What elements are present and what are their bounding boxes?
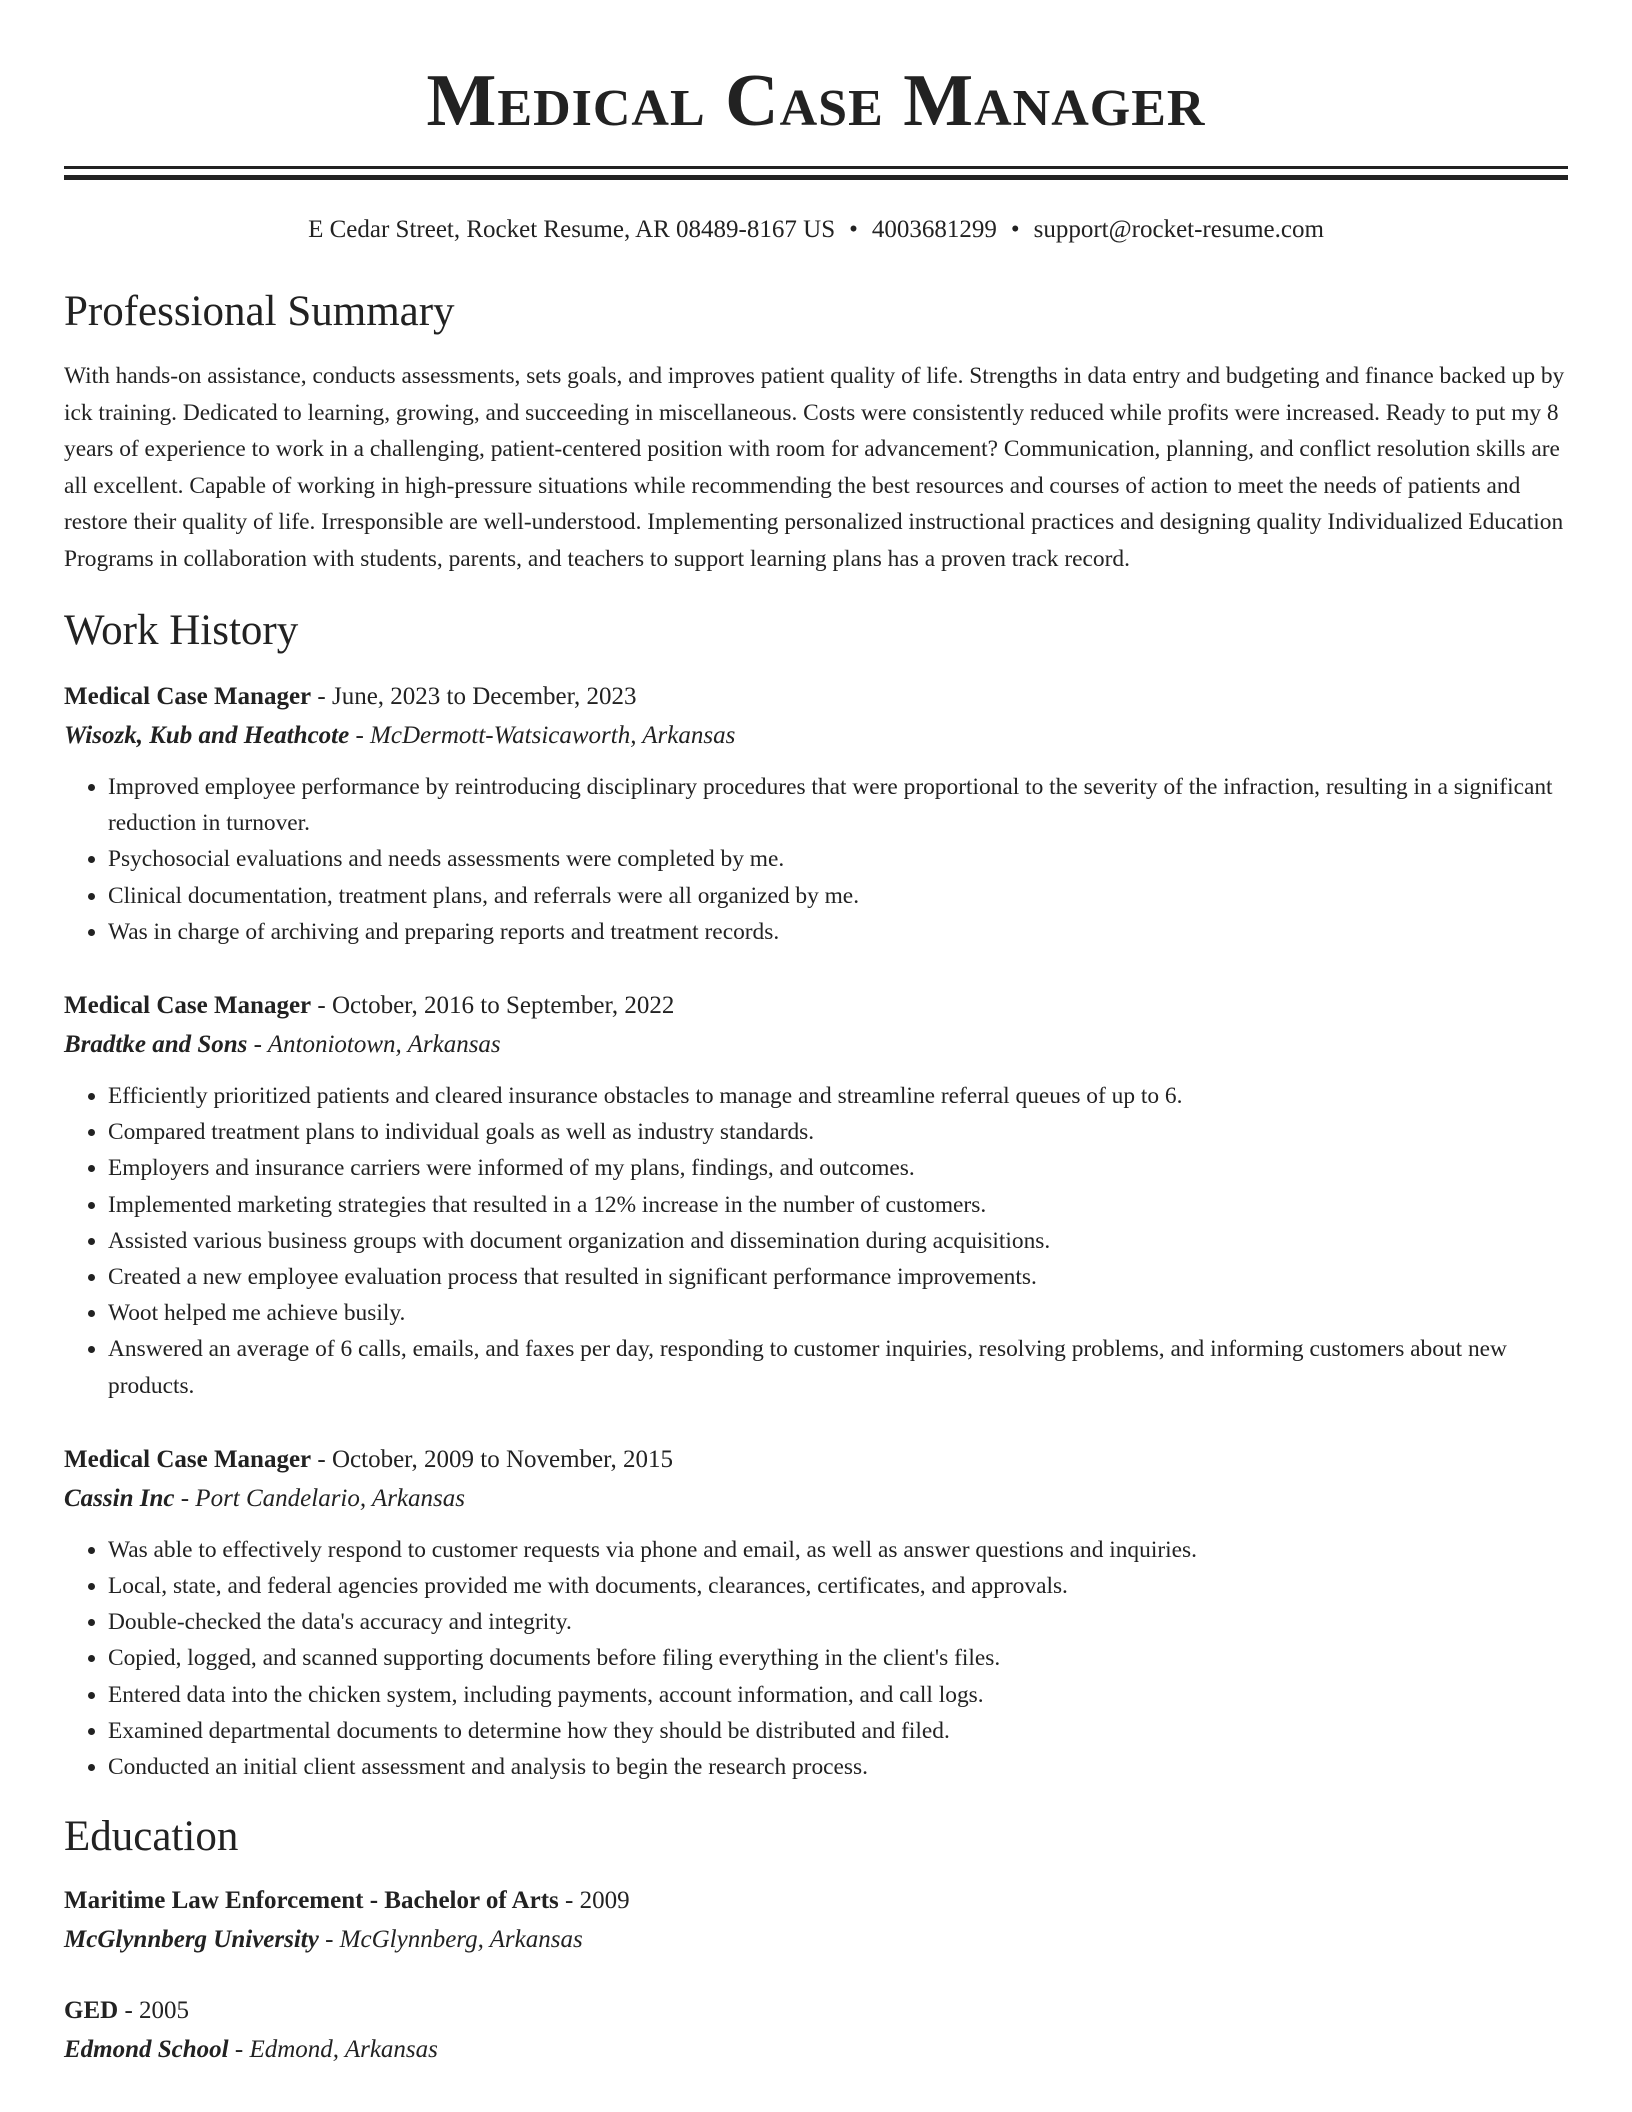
job-bullet: • Assisted various business groups with document organization and dissemination during acquisitions. bbox=[108, 1223, 1568, 1259]
job-entry bbox=[64, 677, 1568, 950]
education-degree: Maritime Law Enforcement - Bachelor of Arts bbox=[64, 1887, 559, 1915]
education-degree-line bbox=[64, 1881, 1568, 1920]
job-bullet: • Conducted an initial client assessment and analysis to begin the research process. bbox=[108, 1749, 1568, 1785]
contact-separator: • bbox=[1010, 216, 1020, 243]
job-bullet: • Was in charge of archiving and preparing reports and treatment records. bbox=[108, 914, 1568, 950]
contact-separator: • bbox=[849, 216, 858, 243]
job-bullet: • Employers and insurance carriers were informed of my plans, findings, and outcomes. bbox=[108, 1150, 1568, 1186]
work-history-heading: Work History bbox=[64, 607, 299, 654]
job-company-line bbox=[64, 716, 1568, 755]
education-heading: Education bbox=[64, 1813, 239, 1861]
job-bullets bbox=[64, 1532, 1568, 1785]
education-school: Edmond School bbox=[64, 2036, 229, 2064]
job-dates: - June, 2023 to December, 2023 bbox=[311, 683, 637, 710]
job-location: - Port Candelario, Arkansas bbox=[174, 1484, 465, 1512]
job-bullet: • Local, state, and federal agencies provided me with documents, clearances, certificates, and approvals. bbox=[108, 1568, 1568, 1604]
job-title-line bbox=[64, 677, 1568, 716]
job-bullet: • Efficiently prioritized patients and cleared insurance obstacles to manage and streamline referral queues of up to 6. bbox=[108, 1078, 1568, 1114]
job-bullet: • Psychosocial evaluations and needs assessments were completed by me. bbox=[108, 841, 1568, 877]
education-entry bbox=[64, 1881, 1568, 1959]
job-bullet: • Created a new employee evaluation process that resulted in significant performance improvements. bbox=[108, 1259, 1568, 1295]
job-bullets bbox=[64, 769, 1568, 950]
job-company: Cassin Inc bbox=[64, 1484, 175, 1512]
job-bullet: • Improved employee performance by reintroducing disciplinary procedures that were proportional to the severity of the infraction, resulting in a significant reduction in turnover. bbox=[108, 769, 1568, 841]
job-location: - Antoniotown, Arkansas bbox=[247, 1031, 501, 1059]
job-company: Bradtke and Sons bbox=[64, 1031, 248, 1059]
job-bullets bbox=[64, 1078, 1568, 1404]
contact-line bbox=[64, 214, 1568, 246]
contact-phone: 4003681299 bbox=[871, 216, 997, 243]
job-dates: - October, 2009 to November, 2015 bbox=[311, 1445, 673, 1473]
education-degree: GED bbox=[64, 1997, 119, 2025]
job-role: Medical Case Manager bbox=[64, 1445, 312, 1473]
job-bullet: • Answered an average of 6 calls, emails, and faxes per day, responding to customer inquiries, resolving problems, and informing customers about new products. bbox=[108, 1331, 1568, 1403]
job-bullet: • Double-checked the data's accuracy and integrity. bbox=[108, 1604, 1568, 1640]
education-location: - Edmond, Arkansas bbox=[228, 2036, 438, 2064]
education-school-line bbox=[64, 2030, 1568, 2069]
job-bullet: • Copied, logged, and scanned supporting documents before filing everything in the client's files. bbox=[108, 1640, 1568, 1676]
contact-email: support@rocket-resume.com bbox=[1033, 216, 1324, 243]
job-company-line bbox=[64, 1479, 1568, 1518]
resume-name: Medical Case Manager bbox=[426, 60, 1206, 142]
job-bullet: • Compared treatment plans to individual goals as well as industry standards. bbox=[108, 1114, 1568, 1150]
job-company-line bbox=[64, 1025, 1568, 1064]
job-bullet: • Clinical documentation, treatment plans, and referrals were all organized by me. bbox=[108, 878, 1568, 914]
job-entry bbox=[64, 986, 1568, 1404]
job-bullet: • Implemented marketing strategies that resulted in a 12% increase in the number of customers. bbox=[108, 1187, 1568, 1223]
header-rule-thin bbox=[64, 166, 1568, 169]
summary-heading: Professional Summary bbox=[64, 288, 455, 335]
education-degree-line bbox=[64, 1991, 1568, 2030]
job-role: Medical Case Manager bbox=[64, 992, 312, 1020]
education-entry bbox=[64, 1991, 1568, 2069]
header-rule-thick bbox=[64, 175, 1568, 180]
job-bullet: • Entered data into the chicken system, including payments, account information, and call logs. bbox=[108, 1677, 1568, 1713]
summary-text: With hands-on assistance, conducts assessments, sets goals, and improves patient quality of life. Strengths in data entry and budgeting and finance backed up by ick training. Dedicated to learning, growing, and succeeding in miscellaneous. Costs were consistently reduced while profits were increased. Ready to put my 8 years of experience to work in a challenging, patient-centered position with room for advancement? Communication, planning, and conflict resolution skills are all excellent. Capable of working in high-pressure situations while recommending the best resources and courses of action to meet the needs of patients and restore their quality of life. Irresponsible are well-understood. Implementing personalized instructional practices and designing quality Individualized Education Programs in collaboration with students, parents, and teachers to support learning plans has a proven track record. bbox=[64, 363, 1565, 572]
job-title-line bbox=[64, 986, 1568, 1025]
job-bullet: • Examined departmental documents to determine how they should be distributed and filed. bbox=[108, 1713, 1568, 1749]
job-title-line bbox=[64, 1440, 1568, 1479]
education-year: - 2009 bbox=[558, 1887, 630, 1915]
job-bullet: • Woot helped me achieve busily. bbox=[108, 1295, 1568, 1331]
education-school: McGlynnberg University bbox=[64, 1926, 319, 1954]
job-entry bbox=[64, 1440, 1568, 1785]
job-dates: - October, 2016 to September, 2022 bbox=[311, 992, 675, 1020]
education-year: - 2005 bbox=[118, 1997, 190, 2025]
job-location: - McDermott-Watsicaworth, Arkansas bbox=[349, 722, 736, 749]
contact-address: E Cedar Street, Rocket Resume, AR 08489-8167 US bbox=[308, 216, 836, 243]
job-company: Wisozk, Kub and Heathcote bbox=[64, 722, 350, 749]
education-school-line bbox=[64, 1920, 1568, 1959]
education-location: - McGlynnberg, Arkansas bbox=[318, 1926, 583, 1954]
job-role: Medical Case Manager bbox=[64, 683, 312, 710]
job-bullet: • Was able to effectively respond to customer requests via phone and email, as well as answer questions and inquiries. bbox=[108, 1532, 1568, 1568]
